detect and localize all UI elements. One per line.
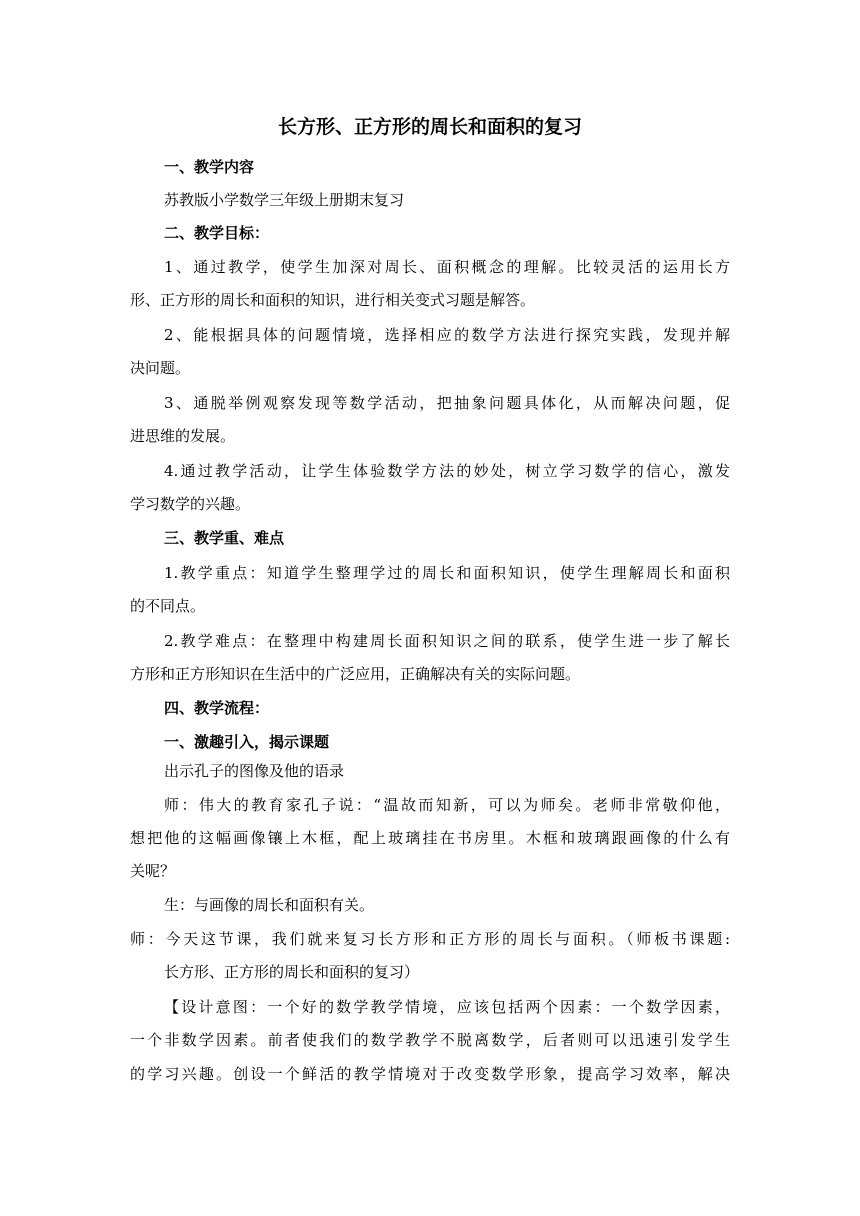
paragraph-line: 关呢？ — [130, 862, 176, 880]
paragraph-line: 想把他的这幅画像镶上木框，配上玻璃挂在书房里。木框和玻璃跟画像的什么有 — [130, 829, 730, 847]
document-title: 长方形、正方形的周长和面积的复习 — [277, 116, 582, 138]
heading-key-points: 三、教学重、难点 — [164, 529, 285, 547]
paragraph-line: 4.通过教学活动，让学生体验数学方法的妙处，树立学习数学的信心，激发 — [164, 462, 730, 480]
paragraph-line: 的学习兴趣。创设一个鲜活的教学情境对于改变数学形象，提高学习效率，解决 — [130, 1065, 730, 1083]
paragraph-line: 决问题。 — [130, 359, 191, 377]
paragraph-line: 苏教版小学数学三年级上册期末复习 — [164, 191, 405, 209]
paragraph-line: 出示孔子的图像及他的语录 — [164, 762, 345, 780]
paragraph-line: 2、能根据具体的问题情境，选择相应的数学方法进行探究实践，发现并解 — [164, 326, 730, 344]
paragraph-line: 方形和正方形知识在生活中的广泛应用，正确解决有关的实际问题。 — [130, 665, 581, 683]
paragraph-line: 师：今天这节课，我们就来复习长方形和正方形的周长与面积。（师板书课题: — [130, 930, 730, 948]
paragraph-line: 学习数学的兴趣。 — [130, 495, 251, 513]
paragraph-line: 生：与画像的周长和面积有关。 — [164, 896, 375, 914]
paragraph-line: 3、通脱举例观察发现等数学活动，把抽象问题具体化，从而解决问题，促 — [164, 394, 730, 412]
heading-teaching-flow: 四、教学流程： — [164, 699, 270, 717]
heading-teaching-content: 一、教学内容 — [164, 158, 255, 176]
paragraph-line: 一个非数学因素。前者使我们的数学教学不脱离数学，后者则可以迅速引发学生 — [130, 1031, 730, 1049]
heading-introduction: 一、激趣引入，揭示课题 — [164, 733, 330, 751]
paragraph-line: 的不同点。 — [130, 597, 206, 615]
paragraph-line: 1.教学重点：知道学生整理学过的周长和面积知识，使学生理解周长和面积 — [164, 564, 730, 582]
paragraph-line: 形、正方形的周长和面积的知识，进行相关变式习题是解答。 — [130, 291, 536, 309]
paragraph-line: 进思维的发展。 — [130, 427, 236, 445]
heading-teaching-goals: 二、教学目标： — [164, 224, 270, 242]
paragraph-line: 长方形、正方形的周长和面积的复习） — [164, 963, 420, 981]
paragraph-line: 师：伟大的教育家孔子说：“温故而知新，可以为师矣。老师非常敬仰他， — [164, 796, 730, 814]
paragraph-line: 2.教学难点：在整理中构建周长面积知识之间的联系，使学生进一步了解长 — [164, 632, 730, 650]
paragraph-line: 1、通过教学，使学生加深对周长、面积概念的理解。比较灵活的运用长方 — [164, 258, 730, 276]
paragraph-line: 【设计意图：一个好的数学教学情境，应该包括两个因素：一个数学因素， — [164, 998, 730, 1016]
